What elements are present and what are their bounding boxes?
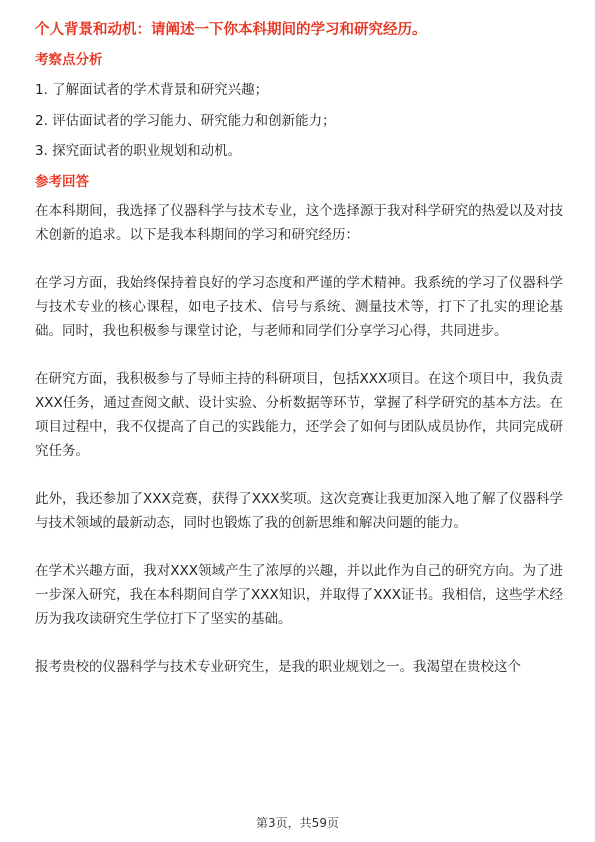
answer-paragraph-competition: 此外，我还参加了XXX竞赛，获得了XXX奖项。这次竞赛让我更加深入地了解了仪器科学与技术领域的最新动态，同时也锻炼了我的创新思维和解决问题的能力。 [35, 491, 563, 531]
answer-body [35, 199, 563, 703]
analysis-point-3: 3. 探究面试者的职业规划和动机。 [35, 143, 242, 159]
answer-paragraph-study: 在学习方面，我始终保持着良好的学习态度和严谨的学术精神。我系统的学习了仪器科学与技术专业的核心课程，如电子技术、信号与系统、测量技术等，打下了扎实的理论基础。同时，我也积极参与课堂讨论，与老师和同学们分享学习心得，共同进步。 [35, 275, 563, 339]
analysis-heading: 考察点分析 [35, 52, 103, 68]
answer-paragraph-interest: 在学术兴趣方面，我对XXX领域产生了浓厚的兴趣，并以此作为自己的研究方向。为了进一步深入研究，我在本科期间自学了XXX知识，并取得了XXX证书。我相信，这些学术经历为我攻读研究生学位打下了坚实的基础。 [35, 563, 563, 627]
question-heading: 个人背景和动机：请阐述一下你本科期间的学习和研究经历。 [35, 22, 427, 38]
page-number: 第3页，共59页 [256, 816, 339, 830]
analysis-point-2: 2. 评估面试者的学习能力、研究能力和创新能力； [35, 113, 336, 129]
analysis-point-1: 1. 了解面试者的学术背景和研究兴趣； [35, 82, 269, 98]
answer-paragraph-plan: 报考贵校的仪器科学与技术专业研究生，是我的职业规划之一。我渴望在贵校这个 [35, 659, 521, 675]
answer-paragraph-research: 在研究方面，我积极参与了导师主持的科研项目，包括XXX项目。在这个项目中，我负责XXX任务，通过查阅文献、设计实验、分析数据等环节，掌握了科学研究的基本方法。在项目过程中，我不仅提高了自己的实践能力，还学会了如何与团队成员协作，共同完成研究任务。 [35, 371, 563, 459]
answer-heading: 参考回答 [35, 174, 89, 190]
answer-paragraph-intro: 在本科期间，我选择了仪器科学与技术专业，这个选择源于我对科学研究的热爱以及对技术创新的追求。以下是我本科期间的学习和研究经历： [35, 203, 563, 243]
